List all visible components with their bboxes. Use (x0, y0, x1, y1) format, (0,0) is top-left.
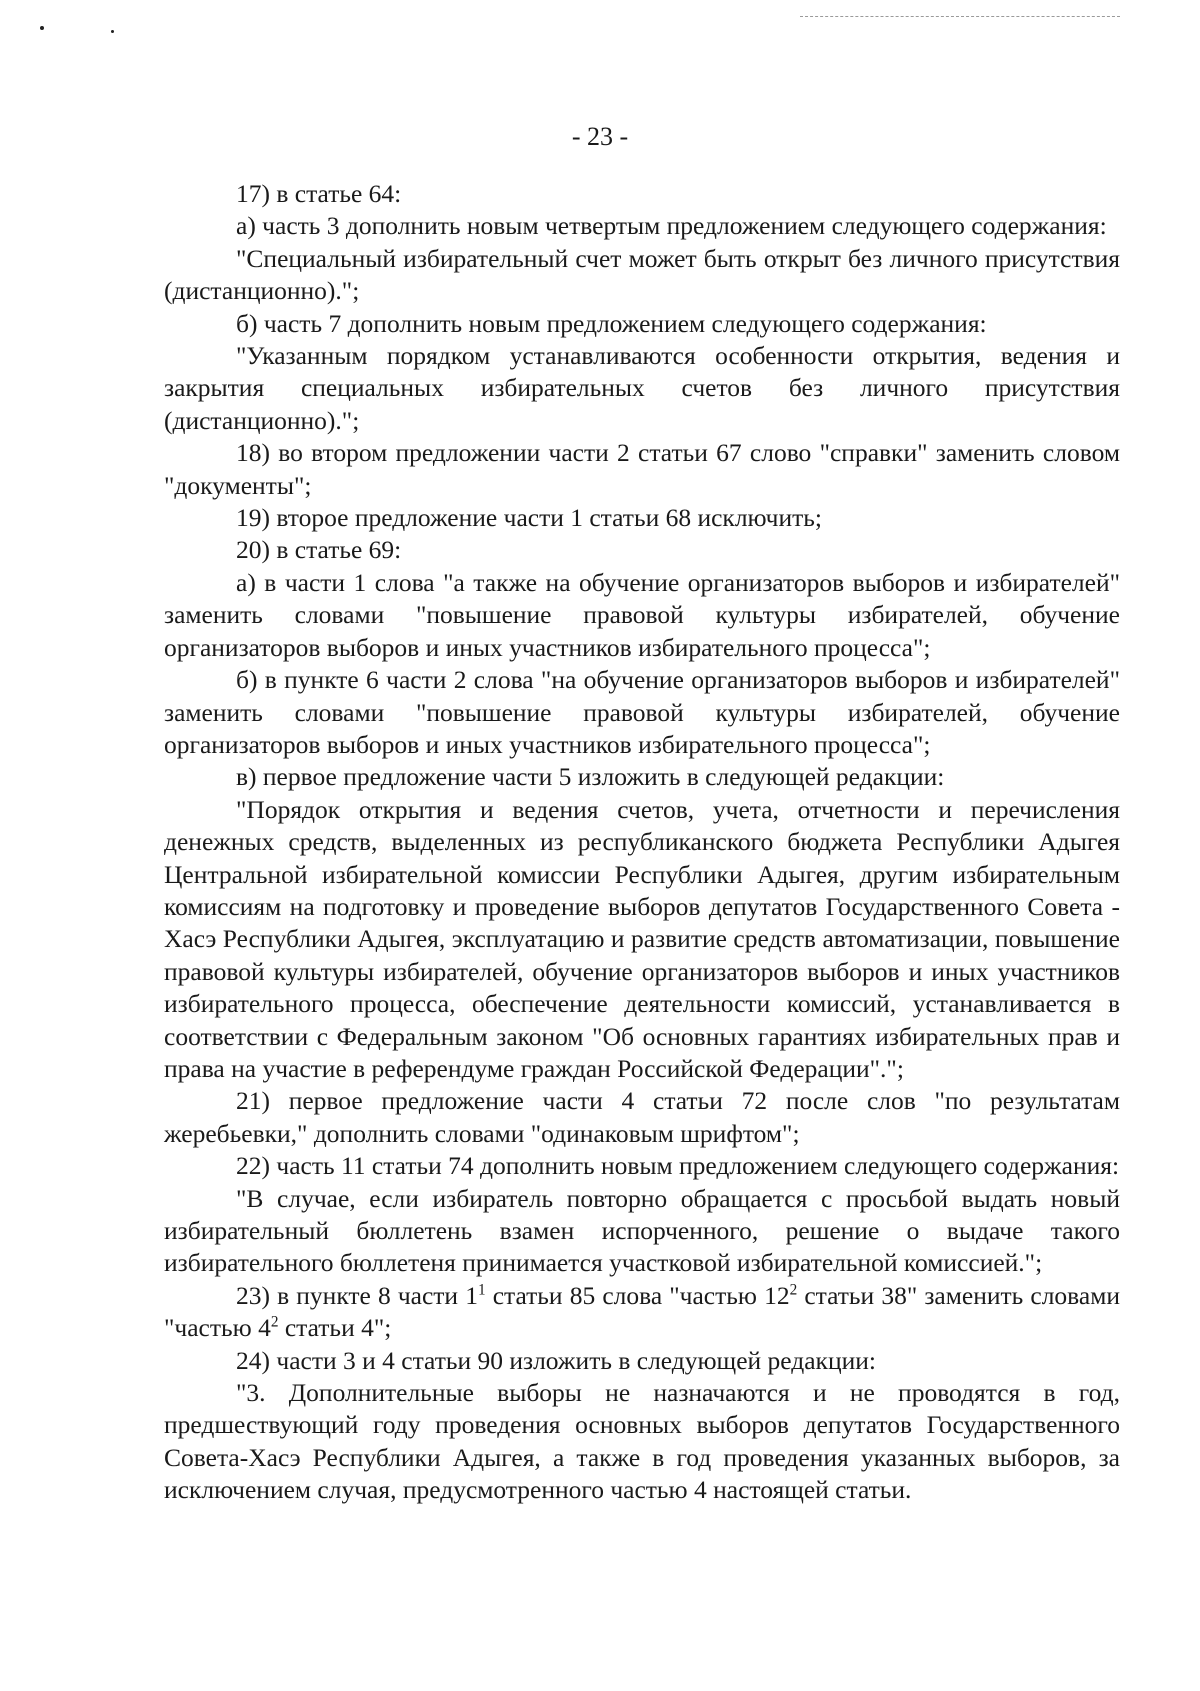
scan-artifact-line (800, 16, 1120, 17)
scan-artifact-dot (111, 30, 114, 33)
paragraph: 21) первое предложение части 4 статьи 72 после слов "по результатам жеребьевки," дополнить словами "одинаковым шрифтом"; (164, 1086, 1120, 1148)
paragraph: "Специальный избирательный счет может быть открыт без личного присутствия (дистанционно)."; (164, 243, 1120, 306)
superscript: 1 (477, 1281, 486, 1299)
paragraph: "3. Дополнительные выборы не назначаются и не проводятся в год, предшествующий году проведения основных выборов депутатов Государственного Совета-Хасэ Республики Адыгея, а также в год проведения указанных выборов, за исключением случая, предусмотренного частью 4 настоящей статьи. (164, 1378, 1120, 1505)
text-run: статьи 85 слова "частью 12 (485, 1280, 790, 1310)
paragraph: а) в части 1 слова "а также на обучение организаторов выборов и избирателей" заменить словами "повышение правовой культуры избирателей, обучение организаторов выборов и иных участников избирательного процесса"; (164, 567, 1120, 662)
scan-artifact-dot (40, 26, 44, 30)
paragraph: 17) в статье 64: (236, 179, 402, 208)
paragraph: б) часть 7 дополнить новым предложением следующего содержания: (236, 308, 987, 338)
paragraph: в) первое предложение части 5 изложить в следующей редакции: (236, 762, 945, 792)
paragraph: 19) второе предложение части 1 статьи 68 исключить; (236, 503, 822, 533)
paragraph: "В случае, если избиратель повторно обращается с просьбой выдать новый избирательный бюллетень взамен испорченного, решение о выдаче такого избирательного бюллетеня принимается участковой избирательной комиссией."; (164, 1183, 1120, 1278)
document-body (164, 178, 1120, 1507)
paragraph: а) часть 3 дополнить новым четвертым предложением следующего содержания: (236, 211, 1107, 241)
superscript: 2 (270, 1313, 279, 1331)
superscript: 2 (789, 1281, 798, 1299)
paragraph: "Порядок открытия и ведения счетов, учета, отчетности и перечисления денежных средств, выделенных из республиканского бюджета Республики Адыгея Центральной избирательной комиссии Республики Адыгея, другим избирательным комиссиям на подготовку и проведение выборов депутатов Государственного Совета - Хасэ Республики Адыгея, эксплуатацию и развитие средств автоматизации, повышение правовой культуры избирателей, обучение организаторов выборов и иных участников избирательного процесса, обеспечение деятельности комиссий, устанавливается в соответствии с Федеральным законом "Об основных гарантиях избирательных прав и права на участие в референдуме граждан Российской Федерации"."; (164, 794, 1120, 1083)
text-run: статьи 4"; (278, 1313, 392, 1343)
paragraph: 18) во втором предложении части 2 статьи 67 слово "справки" заменить словом "документы"; (164, 438, 1120, 500)
paragraph: 20) в статье 69: (236, 535, 402, 565)
paragraph: 22) часть 11 статьи 74 дополнить новым предложением следующего содержания: (236, 1151, 1120, 1181)
page-number: - 23 - (571, 122, 629, 151)
paragraph: "Указанным порядком устанавливаются особенности открытия, ведения и закрытия специальных избирательных счетов без личного присутствия (дистанционно)."; (164, 341, 1120, 435)
paragraph: б) в пункте 6 части 2 слова "на обучение организаторов выборов и избирателей" заменить словами "повышение правовой культуры избирателей, обучение организаторов выборов и иных участников избирательного процесса"; (164, 665, 1120, 759)
text-run: 23) в пункте 8 части 1 (236, 1280, 478, 1310)
paragraph: 24) части 3 и 4 статьи 90 изложить в следующей редакции: (236, 1345, 876, 1375)
text-run: статьи 38" заменить словами "частью 4 (164, 1280, 1120, 1343)
paragraph (164, 1280, 1120, 1345)
